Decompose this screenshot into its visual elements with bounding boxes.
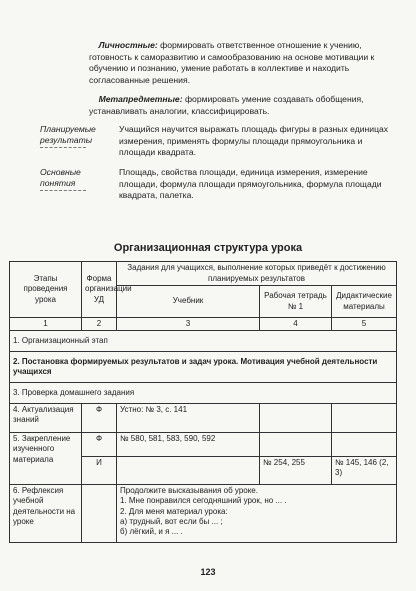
reflection-line: б) лёгкий, и я ... . [120, 527, 183, 537]
didactic-cell [332, 404, 397, 433]
textbook-cell: № 580, 581, 583, 590, 592 [117, 433, 260, 457]
stage-name: 4. Актуализация знаний [10, 404, 82, 433]
table-title: Организационная структура урока [113, 242, 303, 254]
textbook-cell [117, 457, 260, 485]
column-number: 2 [82, 318, 117, 331]
column-numbers-row [10, 318, 397, 331]
table-row [10, 485, 397, 543]
workbook-cell [260, 404, 332, 433]
reflection-line: 2. Для меня материал урока: [120, 506, 228, 516]
col-header-textbook: Учебник [117, 286, 260, 318]
col-header-tasks: Задания для учащихся, выполнение которых приведёт к достижению планируемых результатов [117, 262, 397, 286]
meta-label: Метапредметные: [98, 93, 183, 104]
workbook-cell: № 254, 255 [260, 457, 332, 485]
didactic-cell [332, 433, 397, 457]
col-header-didactic: Дидактические материалы [332, 286, 397, 318]
col-header-workbook: Рабочая тетрадь № 1 [260, 286, 332, 318]
lesson-structure-table [9, 261, 397, 543]
workbook-cell [260, 433, 332, 457]
reflection-line: 1. Мне понравился сегодняшний урок, но ... . [120, 496, 287, 506]
column-number: 4 [260, 318, 332, 331]
table-row [10, 383, 397, 404]
stage-name: 5. Закрепление изученного материала [10, 433, 82, 485]
table-row [10, 404, 397, 433]
personal-text: формировать ответственное отношение к учению, готовность к саморазвитию и самообразованию на основе мотивации к обучению и познанию, умение работать в коллективе и находить согласованные решения. [89, 40, 375, 86]
table-row [10, 331, 397, 352]
table-row [10, 433, 397, 457]
table-row [10, 352, 397, 383]
reflection-line: Продолжите высказывания об уроке. [120, 486, 258, 496]
meta-goals [89, 94, 389, 117]
form-cell: Ф [82, 404, 117, 433]
form-cell [82, 485, 117, 543]
textbook-cell: Устно: № 3, с. 141 [117, 404, 260, 433]
form-cell: Ф [82, 433, 117, 457]
stage-organizational: 1. Организационный этап [10, 331, 397, 352]
col-header-form: Форма организации УД [82, 262, 117, 318]
col-header-stage: Этапы проведения урока [10, 262, 82, 318]
planned-results-text: Учащийся научится выражать площадь фигуры в разных единицах измерения, применять формулы площади прямоугольника и площади квадрата. [119, 124, 389, 158]
form-cell: И [82, 457, 117, 485]
page-number: 123 [200, 567, 216, 577]
stage-motivation: 2. Постановка формируемых результатов и задач урока. Мотивация учебной деятельности учащихся [10, 352, 397, 383]
table-header-row [10, 262, 397, 286]
column-number: 1 [10, 318, 82, 331]
didactic-cell: № 145, 146 (2, 3) [332, 457, 397, 485]
key-concepts-text: Площадь, свойства площади, единица измерения, измерение площади, формула площади прямоугольника, формула площади квадрата, палетка. [119, 167, 382, 201]
personal-label: Личностные: [98, 40, 158, 50]
stage-name: 6. Рефлексия учебной деятельности на уроке [10, 485, 82, 543]
goals-block [89, 40, 389, 124]
column-number: 3 [117, 318, 260, 331]
reflection-line: а) трудный, вот если бы ... ; [120, 516, 223, 526]
stage-homework-check: 3. Проверка домашнего задания [10, 383, 397, 404]
reflection-cell [117, 485, 397, 543]
personal-goals [89, 40, 389, 87]
column-number: 5 [332, 318, 397, 331]
meta-text: формировать умение создавать обобщения, устанавливать аналогии, классифицировать. [89, 93, 364, 116]
planned-results-label: Планируемые результаты [40, 124, 110, 148]
key-concepts-label: Основные понятия [40, 167, 100, 191]
